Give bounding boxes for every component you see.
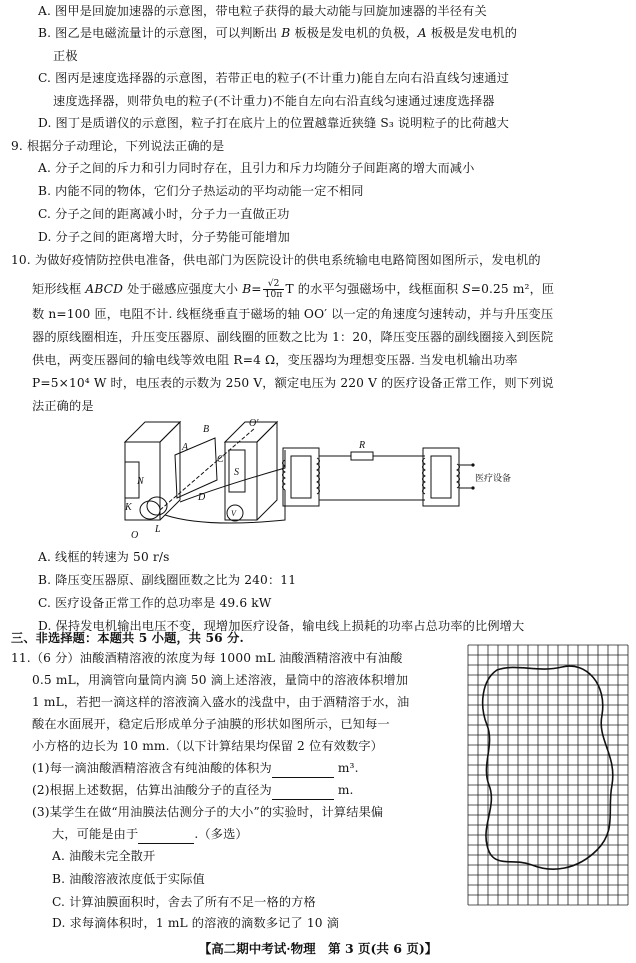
label-c: C <box>217 454 224 465</box>
q11-option-c: C. 计算油膜面积时，舍去了所有不足一格的方格 <box>52 895 316 909</box>
q8-option-a: A. 图甲是回旋加速器的示意图，带电粒子获得的最大动能与回旋加速器的半径有关 <box>38 4 487 18</box>
label-r: R <box>359 440 366 451</box>
q9-option-a: A. 分子之间的斥力和引力同时存在，且引力和斥力均随分子间距离的增大而减小 <box>38 161 475 175</box>
step-down-transformer-window <box>431 456 451 498</box>
answer-blank-2 <box>272 782 334 800</box>
slip-ring-2 <box>147 497 167 515</box>
q11-option-d-wrap: D. 求每滴体积时，1 mL 的溶液的滴数多记了 10 滴 <box>52 916 340 930</box>
terminal-dot-1 <box>471 463 474 466</box>
q11-part-3: (3)某学生在做“用油膜法估测分子的大小”的实验时，计算结果偏 <box>32 805 384 819</box>
step-up-transformer-window <box>291 456 311 498</box>
q9-option-c: C. 分子之间的距离减小时，分子力一直做正功 <box>38 207 290 221</box>
q10-stem-3: 数 n=100 匝，电阻不计. 线框绕垂直于磁场的轴 OO′ 以一定的角速度匀速转动，并与升压变压 <box>32 307 554 321</box>
label-v: V <box>231 509 236 518</box>
q10-option-a: A. 线框的转速为 50 r/s <box>38 550 170 564</box>
step-down-transformer-core <box>423 448 459 506</box>
label-o-prime: O′ <box>249 418 259 429</box>
q11-line-1: 11.（6 分）油酸酒精溶液的浓度为每 1000 mL 油酸酒精溶液中有油酸 <box>11 651 403 665</box>
q11-part-3-cont: 大，可能是由于 .（多选） <box>52 826 248 844</box>
fraction: $\frac{√2}{10\pi}$ <box>264 279 283 300</box>
q8-option-c: C. 图丙是速度选择器的示意图，若带正电的粒子(不计重力)能自左向右沿直线匀速通过 <box>38 71 510 85</box>
answer-blank-1 <box>272 760 334 778</box>
q10-option-b: B. 降压变压器原、副线圈匝数之比为 240：11 <box>38 573 297 587</box>
q11-line-3: 1 mL，若把一滴这样的溶液滴入盛水的浅盘中，由于酒精溶于水，油 <box>32 695 410 709</box>
resistor-r <box>351 452 373 460</box>
answer-blank-3 <box>138 826 194 844</box>
q10-stem-5: 供电，两变压器间的输电线等效电阻 R=4 Ω，变压器均为理想变压器. 当发电机输出功率 <box>32 353 518 367</box>
q11-line-2: 0.5 mL，用滴管向量筒内滴 50 滴上述溶液，量筒中的溶液体积增加 <box>32 673 409 687</box>
q11-part-2: (2)根据上述数据，估算出油酸分子的直径为 m. <box>32 782 354 800</box>
label-d: D <box>198 492 206 503</box>
label-medical-device: 医疗设备 <box>475 474 512 484</box>
magnet-n-side <box>160 422 180 520</box>
label-o: O <box>131 530 139 541</box>
q10-stem-2: 矩形线框 ABCD 处于磁感应强度大小 B= $\frac{√2}{10\pi}$ T 的水平匀强磁场中，线框面积 S=0.25 m²，匝 <box>32 279 555 300</box>
step-up-transformer-core <box>283 448 319 506</box>
q8-option-c-cont: 速度选择器，则带负电的粒子(不计重力)不能自左向右沿直线匀速通过速度选择器 <box>53 94 495 108</box>
generator-circuit-figure <box>105 410 512 545</box>
label-a: A <box>182 442 189 453</box>
q8-option-b-cont: 正极 <box>53 49 78 63</box>
page-footer: 【高二期中考试·物理 第 3 页(共 6 页)】 <box>198 941 438 956</box>
q11-option-a: A. 油酸未完全散开 <box>52 849 156 863</box>
q10-stem-7: 法正确的是 <box>32 399 94 413</box>
label-s: S <box>234 467 239 478</box>
q11-option-b: B. 油酸溶液浓度低于实际值 <box>52 872 205 886</box>
terminal-dot-2 <box>471 486 474 489</box>
q11-part-1: (1)每一滴油酸酒精溶液含有纯油酸的体积为 m³. <box>32 760 359 778</box>
q10-stem-4: 器的原线圈相连，升压变压器原、副线圈的匝数之比为 1：20，降压变压器的副线圈接入到医院 <box>32 330 554 344</box>
label-l: L <box>155 524 161 535</box>
q10-option-d: D. 保持发电机输出电压不变，现增加医疗设备，输电线上损耗的功率占总功率的比例增大 <box>38 619 525 633</box>
q8-option-d: D. 图丁是质谱仪的示意图，粒子打在底片上的位置越靠近狭缝 S₃ 说明粒子的比荷越大 <box>38 116 509 130</box>
label-b: B <box>203 424 210 435</box>
q9-option-b: B. 内能不同的物体，它们分子热运动的平均动能一定不相同 <box>38 184 364 198</box>
q10-option-c: C. 医疗设备正常工作的总功率是 49.6 kW <box>38 596 272 610</box>
label-n: N <box>137 476 144 487</box>
slip-ring-1 <box>140 501 160 519</box>
label-k: K <box>125 502 132 513</box>
q11-line-5: 小方格的边长为 10 mm.（以下计算结果均保留 2 位有效数字） <box>32 739 384 753</box>
oil-film-grid <box>467 645 629 905</box>
q9-option-d: D. 分子之间的距离增大时，分子势能可能增加 <box>38 230 290 244</box>
q10-stem-6: P=5×10⁴ W 时，电压表的示数为 250 V，额定电压为 220 V 的医疗设备正常工作，则下列说 <box>32 376 554 390</box>
magnet-n-top <box>125 422 180 442</box>
section-heading: 三、非选择题：本题共 5 小题，共 56 分. <box>11 631 244 645</box>
q8-option-b: B. 图乙是电磁流量计的示意图，可以判断出 B 板极是发电机的负极，A 板极是发电机的 <box>38 26 518 40</box>
q11-line-4: 酸在水面展开，稳定后形成单分子油膜的形状如图所示，已知每一 <box>32 717 390 731</box>
q10-stem-1: 10. 为做好疫情防控供电准备，供电部门为医院设计的供电系统输电电路简图如图所示，发电机的 <box>11 253 541 267</box>
q9-stem: 9. 根据分子动理论，下列说法正确的是 <box>11 139 225 153</box>
